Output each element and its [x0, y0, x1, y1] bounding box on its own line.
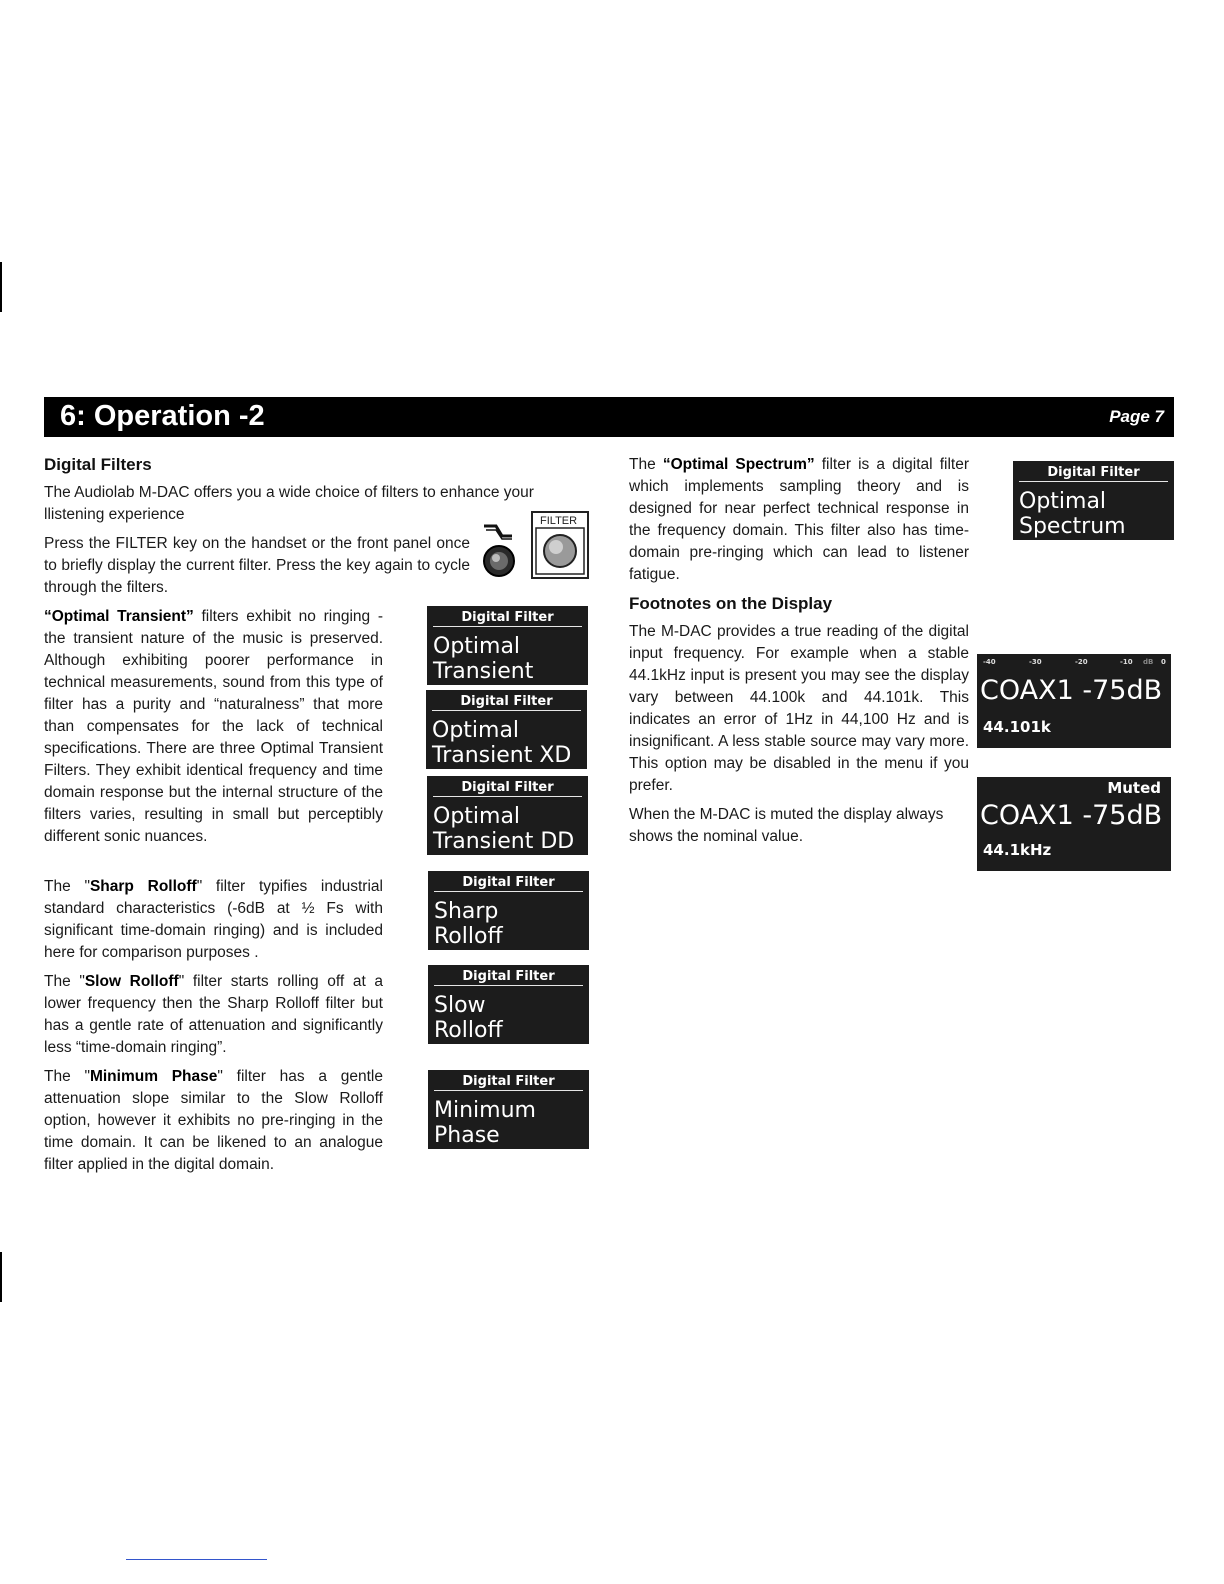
display-value: Minimum Phase [434, 1098, 536, 1148]
display-value: Optimal Spectrum [1019, 489, 1126, 539]
muted-level-readout: COAX1 -75dB [980, 800, 1163, 831]
display-heading: Digital Filter [462, 969, 555, 984]
optimal-transient-paragraph [44, 606, 383, 848]
scale-tick-label: -20 [1075, 658, 1088, 666]
sharp-rolloff-pre: The " [44, 878, 90, 895]
slow-rolloff-text: " filter starts rolling off at a lower frequency then the Sharp Rolloff filter but has a gentle rate of attenuation and significantly less “time-domain ringing”. [44, 973, 383, 1056]
optimal-transient-term: “Optimal Transient” [44, 608, 194, 625]
scale-unit-label: dB [1143, 658, 1154, 666]
optimal-transient-text: filters exhibit no ringing - the transient nature of the music is preserved. Although exhibiting poorer performance in technical measurements, sound from this type of filter has a purity and “naturalness” that more than compensates for the lack of technical specifications. There are three Optimal Transient Filters. They exhibit identical frequency and time domain response but the internal structure of the filters varies, resulting in small but perceptibly different sonic nuances. [44, 608, 383, 845]
muted-frequency-readout: 44.1kHz [983, 841, 1052, 859]
coax-frequency-readout: 44.101k [983, 718, 1051, 736]
scale-tick-label: -40 [983, 658, 996, 666]
footnotes-paragraph: The M-DAC provides a true reading of the digital input frequency. For example when a stable 44.1kHz input is present you may see the display vary between 44.100k and 44.101k. This indicates an error of 1Hz in 44,100 Hz and is insignificant. A less stable source may vary more. This option may be disabled in the menu if you prefer. [629, 623, 969, 794]
muted-paragraph: When the M-DAC is muted the display always shows the nominal value. [629, 806, 944, 845]
optimal-spectrum-paragraph [629, 454, 969, 586]
binding-mark-bottom [0, 1252, 2, 1302]
display-coax-level [977, 654, 1171, 748]
display-slow-rolloff [428, 965, 589, 1044]
display-value: Optimal Transient DD [433, 804, 575, 854]
scale-tick-label: -30 [1029, 658, 1042, 666]
display-optimal-transient [427, 606, 588, 685]
display-rule [434, 1090, 583, 1091]
minimum-phase-pre: The " [44, 1068, 90, 1085]
display-sharp-rolloff [428, 871, 589, 950]
muted-label: Muted [1107, 779, 1161, 797]
display-minimum-phase [428, 1070, 589, 1149]
display-rule [433, 626, 582, 627]
display-rule [432, 710, 581, 711]
binding-mark-top [0, 262, 2, 312]
scale-tick-label: -10 [1120, 658, 1133, 666]
sharp-rolloff-paragraph [44, 876, 383, 964]
sharp-rolloff-text: " filter typifies industrial standard characteristics (-6dB at ½ Fs with significant time-domain ringing) and is included here for comparison purposes . [44, 878, 383, 961]
footnotes-heading: Footnotes on the Display [629, 594, 833, 613]
display-rule [434, 985, 583, 986]
slow-rolloff-paragraph [44, 971, 383, 1059]
display-heading: Digital Filter [461, 610, 554, 625]
display-optimal-spectrum [1013, 461, 1174, 540]
digital-filters-heading: Digital Filters [44, 455, 152, 474]
press-filter-paragraph: Press the FILTER key on the handset or the front panel once to briefly display the current filter. Press the key again to cycle through the filters. [44, 535, 470, 596]
display-muted [977, 777, 1171, 871]
section-title: 6: Operation -2 [60, 400, 265, 432]
remote-filter-button-icon [480, 524, 518, 580]
filter-key-label: FILTER [540, 515, 578, 527]
scale-tick-label: 0 [1161, 658, 1166, 666]
display-value: Slow Rolloff [434, 993, 503, 1043]
display-heading: Digital Filter [460, 694, 553, 709]
sharp-rolloff-term: Sharp Rolloff [89, 878, 197, 895]
display-value: Optimal Transient [433, 634, 534, 684]
minimum-phase-paragraph [44, 1066, 383, 1176]
display-value: Sharp Rolloff [434, 899, 503, 949]
slow-rolloff-term: Slow Rolloff [84, 973, 179, 990]
display-heading: Digital Filter [462, 875, 555, 890]
coax-level-readout: COAX1 -75dB [980, 675, 1163, 706]
front-panel-filter-key [531, 511, 589, 579]
display-heading: Digital Filter [1047, 465, 1140, 480]
slow-rolloff-pre: The " [44, 973, 85, 990]
display-rule [433, 796, 582, 797]
intro-paragraph: The Audiolab M-DAC offers you a wide choice of filters to enhance your llistening experience [44, 484, 534, 523]
display-heading: Digital Filter [461, 780, 554, 795]
display-rule [1019, 481, 1168, 482]
optimal-spectrum-pre: The [629, 456, 663, 473]
minimum-phase-text: " filter has a gentle attenuation slope similar to the Slow Rolloff option, however it exhibits no pre-ringing in the time domain. It can be likened to an analogue filter applied in the digital domain. [44, 1068, 383, 1173]
section-header [44, 397, 1174, 437]
display-rule [434, 891, 583, 892]
footer-rule [126, 1559, 267, 1560]
level-scale [983, 658, 1165, 670]
optimal-spectrum-text: filter is a digital filter which implements sampling theory and is designed for near perfect technical response in the frequency domain. This filter also has time-domain pre-ringing which can lead to listener fatigue. [629, 456, 969, 583]
display-optimal-transient-dd [427, 776, 588, 855]
display-optimal-transient-xd [426, 690, 587, 769]
optimal-spectrum-term: “Optimal Spectrum” [662, 456, 815, 473]
page-number: Page 7 [1109, 407, 1164, 426]
display-heading: Digital Filter [462, 1074, 555, 1089]
display-value: Optimal Transient XD [432, 718, 572, 768]
minimum-phase-term: Minimum Phase [89, 1068, 218, 1085]
